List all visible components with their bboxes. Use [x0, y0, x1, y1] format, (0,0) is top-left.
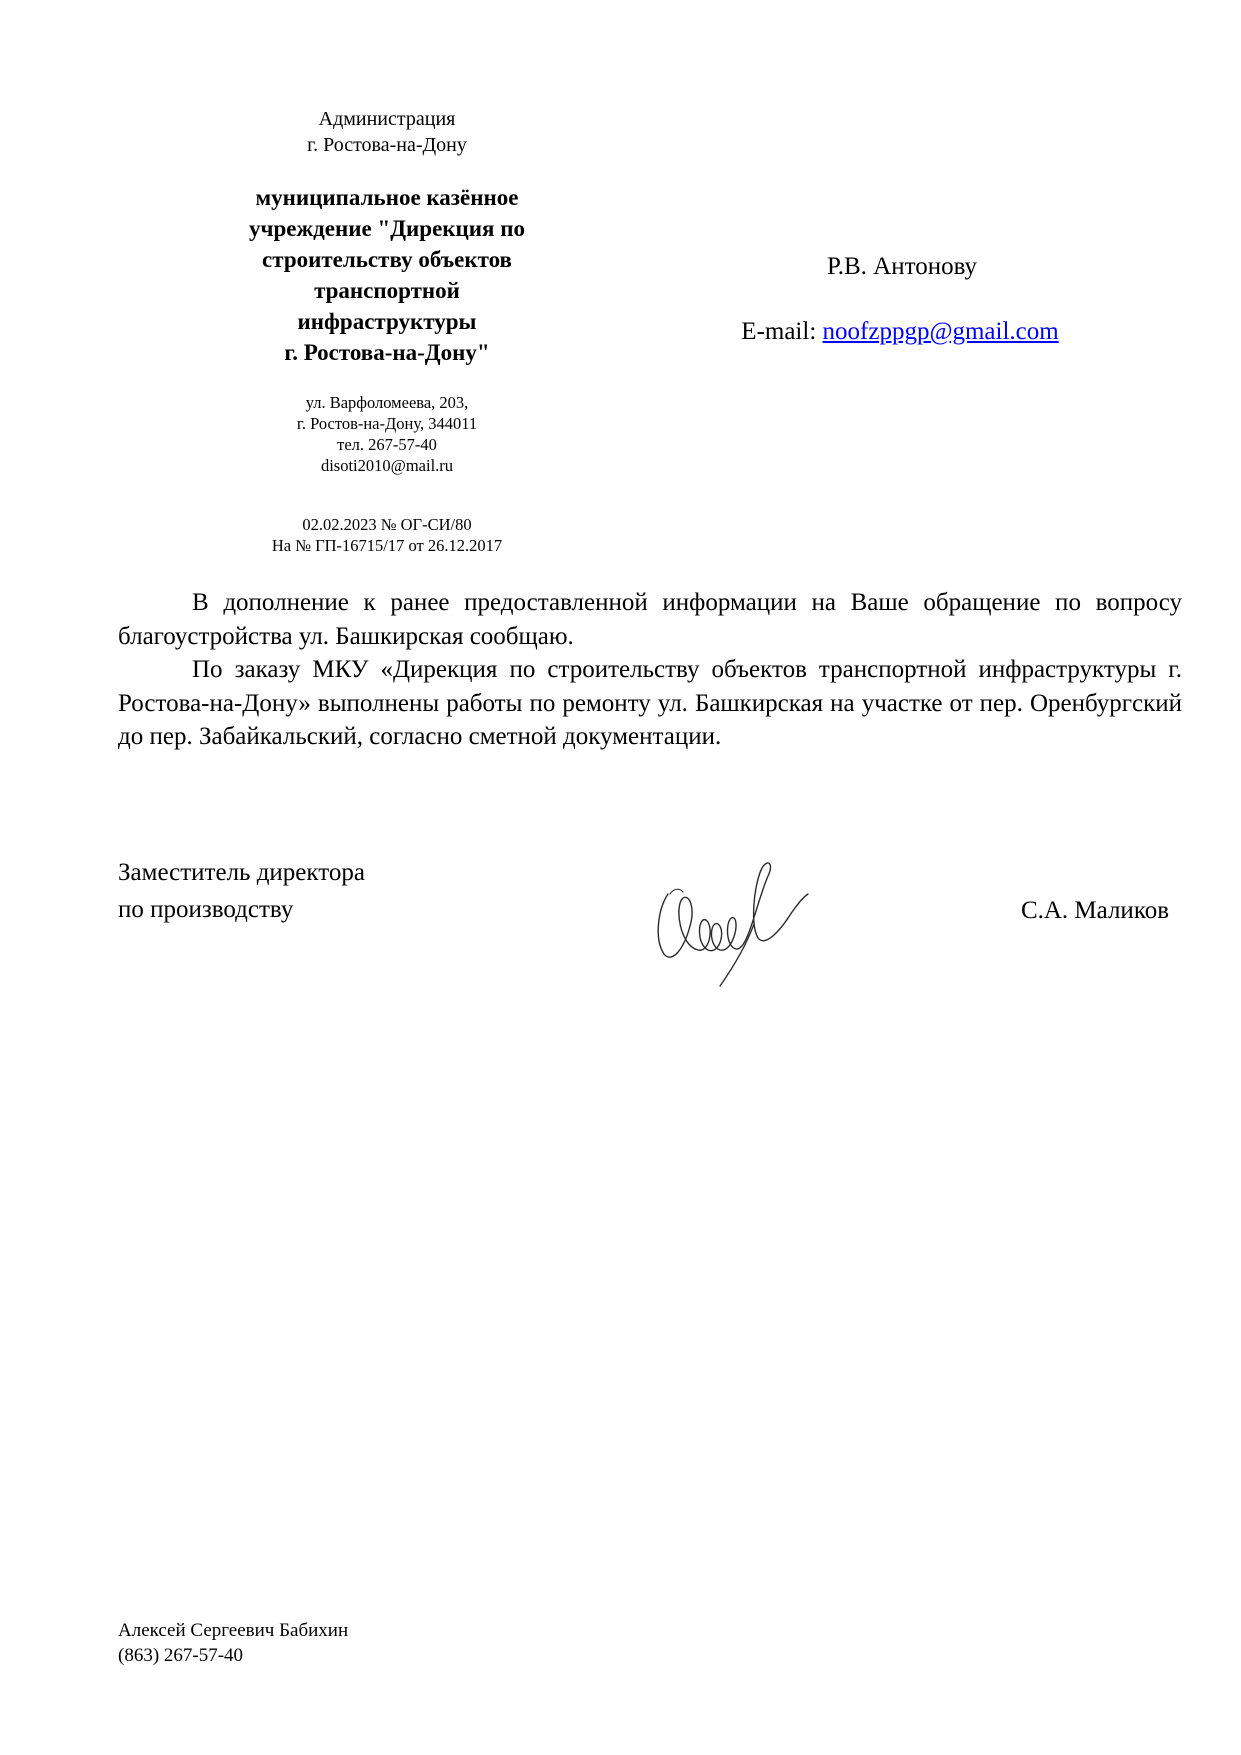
org-line: транспортной — [314, 278, 460, 303]
recipient-email — [600, 318, 1200, 346]
executor-phone: (863) 267-57-40 — [118, 1645, 244, 1666]
org-line: инфраструктуры — [297, 309, 477, 334]
organization-contacts — [200, 392, 574, 476]
org-line: г. Ростова-на-Дону" — [284, 340, 490, 365]
executor-info — [118, 1618, 348, 1668]
admin-line: г. Ростова-на-Дону — [307, 134, 467, 156]
body-paragraph: По заказу МКУ «Дирекция по строительству объектов транспортной инфраструктуры г. Ростова-на-Дону» выполнены работы по ремонту ул. Башкирская на участке от пер. Оренбургский до пер. Забайкальский, согласно сметной документации. — [118, 656, 1182, 750]
org-line: строительству объектов — [262, 247, 512, 272]
contact-email: disoti2010@mail.ru — [320, 456, 454, 475]
contact-address: ул. Варфоломеева, 203, — [305, 393, 469, 412]
recipient-name: Р.В. Антонову — [826, 253, 978, 280]
title-line: Заместитель директора — [118, 859, 365, 886]
signatory-name: С.А. Маликов — [1020, 897, 1169, 924]
outgoing-number: 02.02.2023 № ОГ-СИ/80 — [302, 515, 472, 534]
signatory-title — [118, 854, 365, 928]
contact-city: г. Ростов-на-Дону, 344011 — [296, 414, 478, 433]
reply-reference: На № ГП-16715/17 от 26.12.2017 — [271, 536, 503, 555]
organization-name — [200, 182, 574, 368]
document-references — [200, 514, 574, 556]
executor-name: Алексей Сергеевич Бабихин — [118, 1620, 349, 1641]
org-line: муниципальное казённое — [255, 185, 519, 210]
body-paragraph: В дополнение к ранее предоставленной информации на Ваше обращение по вопросу благоустройства ул. Башкирская сообщаю. — [118, 589, 1182, 650]
email-label: E-mail: — [741, 318, 823, 345]
org-line: учреждение "Дирекция по — [249, 216, 525, 241]
admin-line: Администрация — [318, 108, 456, 130]
letterhead — [200, 106, 574, 556]
title-line: по производству — [118, 896, 294, 923]
letterhead-administration — [200, 106, 574, 158]
email-link[interactable]: noofzppgp@gmail.com — [822, 318, 1059, 345]
handwritten-signature — [650, 854, 820, 992]
contact-phone: тел. 267-57-40 — [337, 435, 437, 454]
letter-body — [118, 586, 1182, 754]
